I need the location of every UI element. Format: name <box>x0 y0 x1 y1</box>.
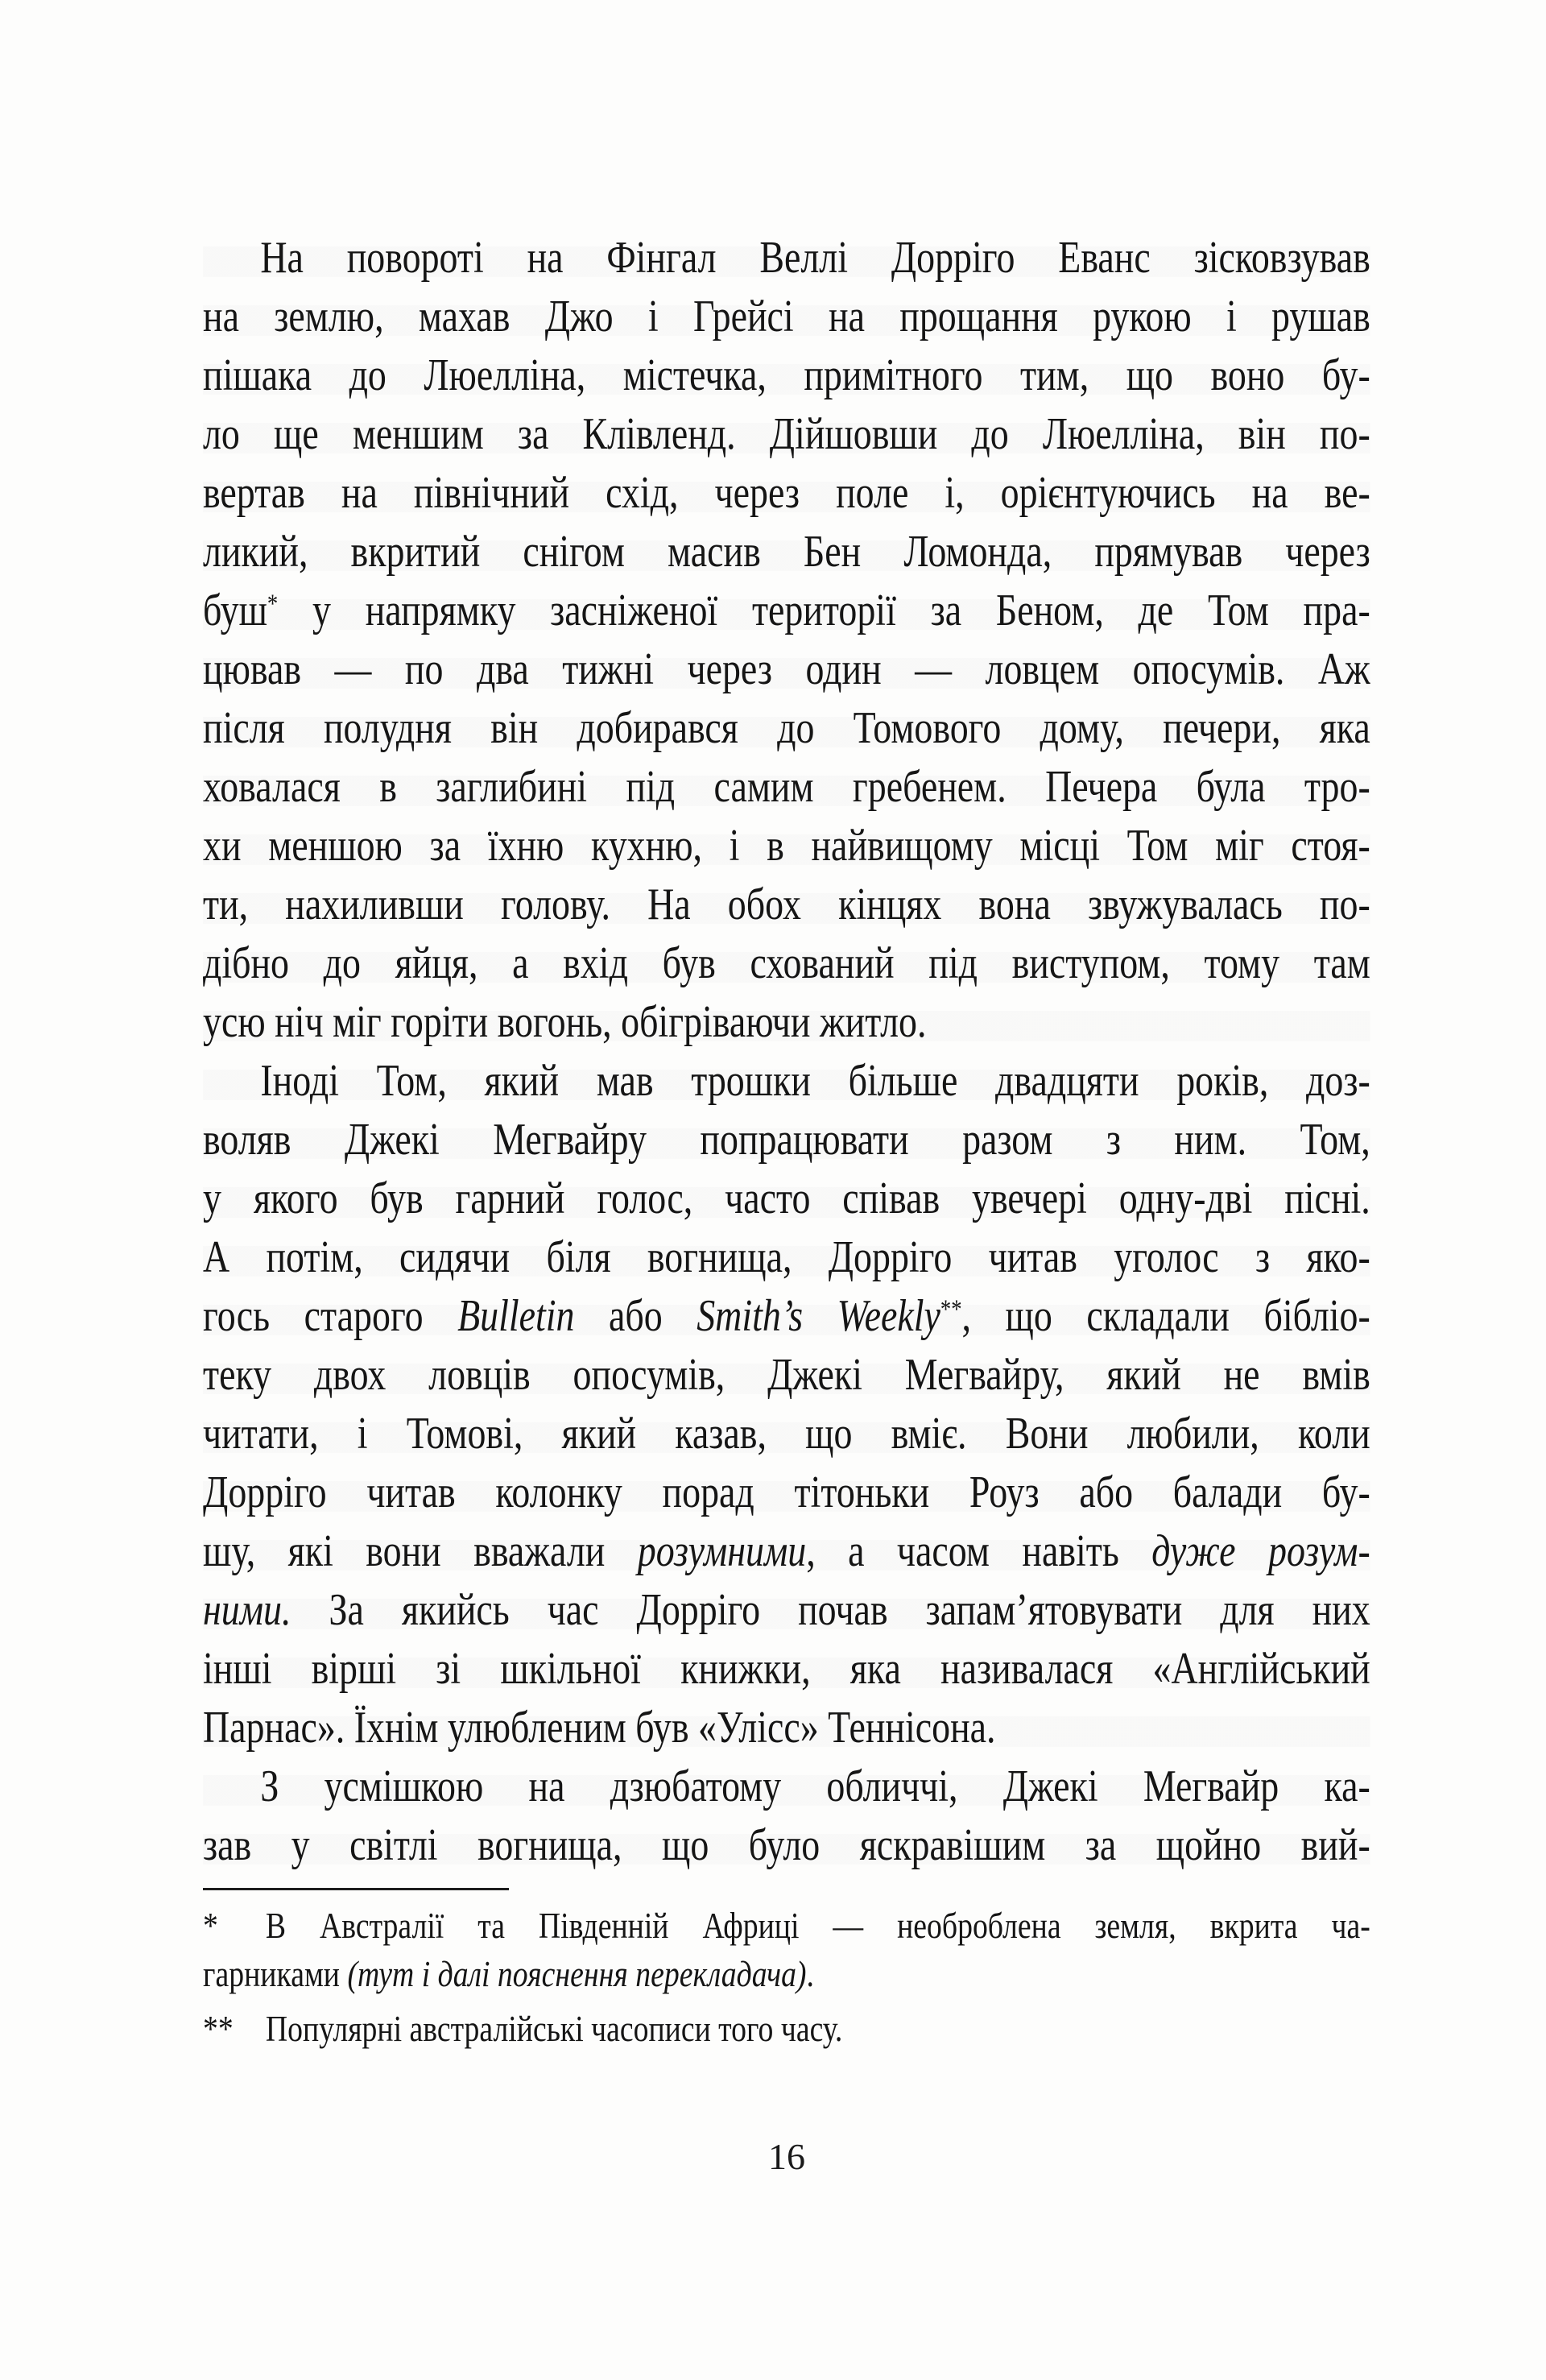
text-line <box>203 1287 1370 1346</box>
superscript-marker: * <box>267 590 279 619</box>
text-segment: дібно до яйця, а вхід був схований під виступом, тому там <box>203 938 1370 988</box>
text-line <box>203 1346 1370 1405</box>
text-segment: цював — по два тижні через один — ловцем опосумів. Аж <box>203 644 1370 694</box>
text-line <box>203 817 1370 875</box>
text-segment: буш <box>203 586 267 635</box>
text-segment: після полудня він добирався до Томового дому, печери, яка <box>203 703 1370 753</box>
text-line <box>203 1902 1370 1950</box>
text-segment: Дорріго читав колонку порад тітоньки Роуз або балади бу- <box>203 1467 1370 1517</box>
footnote-marker: * <box>203 1905 218 1946</box>
text-segment: Парнас». Їхнім улюбленим був «Улісс» Теннісона. <box>203 1703 996 1753</box>
text-line <box>203 405 1370 464</box>
text-line <box>203 1581 1370 1640</box>
text-segment: у якого був гарний голос, часто співав увечері одну-дві пісні. <box>203 1173 1370 1223</box>
text-line <box>203 1052 1370 1111</box>
text-segment: ликий, вкритий снігом масив Бен Ломонда, прямував через <box>203 527 1370 577</box>
text-line <box>203 993 1370 1052</box>
italic-text: дуже розум- <box>1151 1526 1370 1576</box>
text-line <box>203 464 1370 523</box>
text-segment: гарниками <box>203 1953 348 1994</box>
text-line <box>203 2005 1370 2053</box>
text-segment: у напрямку засніженої території за Беном, де Том пра- <box>278 586 1370 635</box>
text-line <box>203 934 1370 993</box>
text-line <box>203 288 1370 346</box>
text-segment: , що складали бібліо- <box>961 1291 1370 1341</box>
footnote-separator <box>203 1888 509 1890</box>
text-segment: ти, нахиливши голову. На обох кінцях вона звужувалась по- <box>203 880 1370 929</box>
text-line <box>203 640 1370 699</box>
text-segment: ло ще меншим за Клівленд. Дійшовши до Люелліна, він по- <box>203 409 1370 459</box>
text-segment: інші вірші зі шкільної книжки, яка називалася «Англійський <box>203 1644 1370 1694</box>
page-number: 16 <box>768 2136 805 2177</box>
text-segment: пішака до Люелліна, містечка, примітного тим, що воно бу- <box>203 350 1370 400</box>
paragraph <box>203 1757 1370 1875</box>
italic-text: розумними <box>637 1526 807 1576</box>
text-line <box>203 582 1370 640</box>
text-segment: усю ніч міг горіти вогонь, обігріваючи житло. <box>203 997 927 1047</box>
text-line <box>203 1757 1370 1816</box>
footnote-list <box>203 1902 1370 2053</box>
italic-text: Bulletin <box>457 1291 575 1341</box>
text-segment: шу, які вони вважали <box>203 1526 638 1576</box>
text-line <box>203 1405 1370 1463</box>
text-segment: або <box>574 1291 697 1341</box>
text-segment: читати, і Томові, який казав, що вміє. Вони любили, коли <box>203 1409 1370 1459</box>
text-line <box>203 875 1370 934</box>
text-segment: В Австралії та Південній Африці — необроблена земля, вкрита ча- <box>265 1905 1370 1946</box>
text-line <box>203 758 1370 817</box>
text-line <box>203 1111 1370 1169</box>
text-segment: Популярні австралійські часописи того часу. <box>265 2008 843 2049</box>
paragraph <box>203 1052 1370 1757</box>
text-line <box>203 1699 1370 1757</box>
superscript-marker: ** <box>940 1295 962 1325</box>
text-segment: воляв Джекі Мегвайру попрацювати разом з ним. Том, <box>203 1115 1370 1165</box>
paragraphs <box>203 229 1370 1875</box>
text-segment: зав у світлі вогнища, що було яскравішим за щойно вий- <box>203 1820 1370 1870</box>
text-line <box>203 1816 1370 1875</box>
text-line <box>203 523 1370 582</box>
text-segment: на землю, махав Джо і Грейсі на прощання рукою і рушав <box>203 292 1370 341</box>
text-line <box>203 1463 1370 1522</box>
footnote <box>203 2005 1370 2053</box>
italic-text: Smith’s Weekly <box>697 1291 940 1341</box>
text-segment: За якийсь час Дорріго почав запам’ятовувати для них <box>291 1585 1370 1635</box>
text-line <box>203 1169 1370 1228</box>
footnotes <box>203 1888 1370 2053</box>
text-segment: . <box>806 1953 814 1994</box>
text-segment: гось старого <box>203 1291 458 1341</box>
text-segment: Іноді Том, який мав трошки більше двадцяти років, доз- <box>260 1056 1370 1106</box>
italic-text: ними. <box>203 1585 291 1635</box>
paragraph <box>203 229 1370 1052</box>
text-segment: На повороті на Фінгал Веллі Дорріго Еванс зісковзував <box>260 233 1370 283</box>
text-line <box>203 1522 1370 1581</box>
text-line <box>203 346 1370 405</box>
text-segment: А потім, сидячи біля вогнища, Дорріго читав уголос з яко- <box>203 1232 1370 1282</box>
text-segment: ховалася в заглибині під самим гребенем. Печера була тро- <box>203 762 1370 812</box>
text-block <box>203 229 1370 2053</box>
text-segment: , а часом навіть <box>806 1526 1152 1576</box>
italic-text: (тут і далі пояснення перекладача) <box>347 1953 807 1994</box>
text-segment: теку двох ловців опосумів, Джекі Мегвайру, який не вмів <box>203 1350 1370 1400</box>
text-line <box>203 1950 1370 1998</box>
text-line <box>203 229 1370 288</box>
text-segment: З усмішкою на дзюбатому обличчі, Джекі Мегвайр ка- <box>260 1761 1370 1811</box>
footnote-marker: ** <box>203 2008 234 2049</box>
text-line <box>203 699 1370 758</box>
text-segment: хи меншою за їхню кухню, і в найвищому місці Том міг стоя- <box>203 821 1370 871</box>
text-line <box>203 1228 1370 1287</box>
text-segment: вертав на північний схід, через поле і, орієнтуючись на ве- <box>203 468 1370 518</box>
text-line <box>203 1640 1370 1699</box>
footnote <box>203 1902 1370 1998</box>
